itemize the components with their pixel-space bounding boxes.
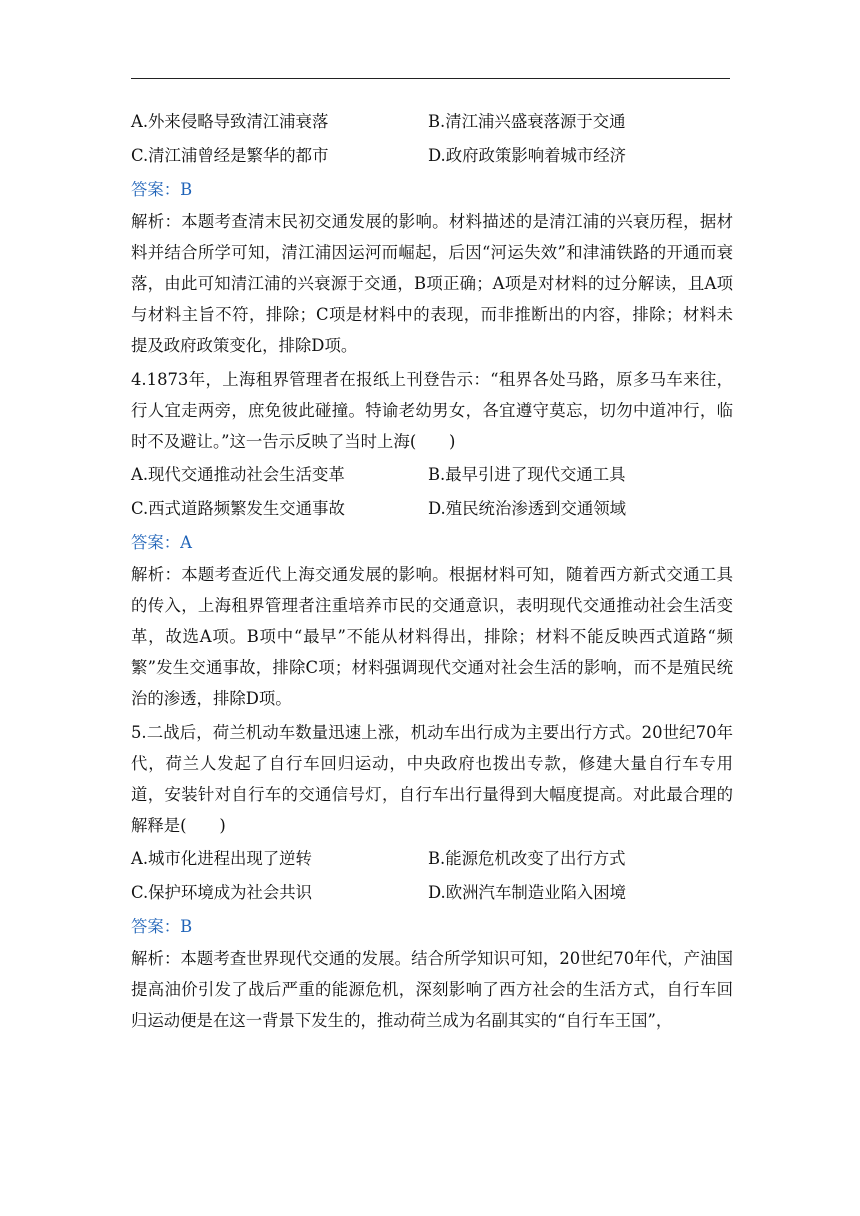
option-c: C.西式道路频繁发生交通事故 bbox=[131, 499, 345, 518]
question-stem: 5.二战后，荷兰机动车数量迅速上涨，机动车出行成为主要出行方式。20世纪70年代，荷兰人发起了自行车回归运动，中央政府也拨出专款，修建大量自行车专用道，安装针对自行车的交通信号灯，自行车出行量得到大幅度提高。对此最合理的解释是( ) bbox=[131, 723, 733, 835]
answer-label: 答案：B bbox=[131, 180, 193, 199]
option-d: D.欧洲汽车制造业陷入困境 bbox=[428, 883, 627, 902]
question-stem: 4.1873年，上海租界管理者在报纸上刊登告示：“租界各处马路，原多马车来往，行人宜走两旁，庶免彼此碰撞。特谕老幼男女，各宜遵守莫忘，切勿中道冲行，临时不及避让。”这一告示反映了当时上海( ) bbox=[131, 370, 733, 451]
option-b: B.清江浦兴盛衰落源于交通 bbox=[428, 112, 626, 131]
option-a: A.城市化进程出现了逆转 bbox=[131, 849, 312, 868]
answer-label: 答案：B bbox=[131, 917, 193, 936]
option-row bbox=[131, 459, 733, 493]
analysis-paragraph: 解析：本题考查世界现代交通的发展。结合所学知识可知，20世纪70年代，产油国提高油价引发了战后严重的能源危机，深刻影响了西方社会的生活方式，自行车回归运动便是在这一背景下发生的，推动荷兰成为名副其实的“自行车王国”， bbox=[131, 949, 733, 1030]
document-body bbox=[131, 106, 733, 1039]
analysis-paragraph: 解析：本题考查近代上海交通发展的影响。根据材料可知，随着西方新式交通工具的传入，上海租界管理者注重培养市民的交通意识，表明现代交通推动社会生活变革，故选A项。B项中“最早”不能从材料得出，排除；材料不能反映西式道路“频繁”发生交通事故，排除C项；材料强调现代交通对社会生活的影响，而不是殖民统治的渗透，排除D项。 bbox=[131, 565, 733, 708]
option-a: A.外来侵略导致清江浦衰落 bbox=[131, 112, 329, 131]
option-d: D.殖民统治渗透到交通领域 bbox=[428, 499, 627, 518]
option-row bbox=[131, 843, 733, 877]
option-d: D.政府政策影响着城市经济 bbox=[428, 146, 627, 165]
option-b: B.最早引进了现代交通工具 bbox=[428, 465, 626, 484]
option-c: C.清江浦曾经是繁华的都市 bbox=[131, 146, 329, 165]
header-rule bbox=[131, 78, 730, 79]
analysis-paragraph: 解析：本题考查清末民初交通发展的影响。材料描述的是清江浦的兴衰历程，据材料并结合所学可知，清江浦因运河而崛起，后因“河运失效”和津浦铁路的开通而衰落，由此可知清江浦的兴衰源于交通，B项正确；A项是对材料的过分解读，且A项与材料主旨不符，排除；C项是材料中的表现，而非推断出的内容，排除；材料未提及政府政策变化，排除D项。 bbox=[131, 212, 733, 355]
option-c: C.保护环境成为社会共识 bbox=[131, 883, 313, 902]
option-row bbox=[131, 106, 733, 140]
option-row bbox=[131, 877, 733, 911]
option-b: B.能源危机改变了出行方式 bbox=[428, 849, 626, 868]
option-a: A.现代交通推动社会生活变革 bbox=[131, 465, 345, 484]
option-row bbox=[131, 493, 733, 527]
option-row bbox=[131, 140, 733, 174]
answer-label: 答案：A bbox=[131, 533, 193, 552]
